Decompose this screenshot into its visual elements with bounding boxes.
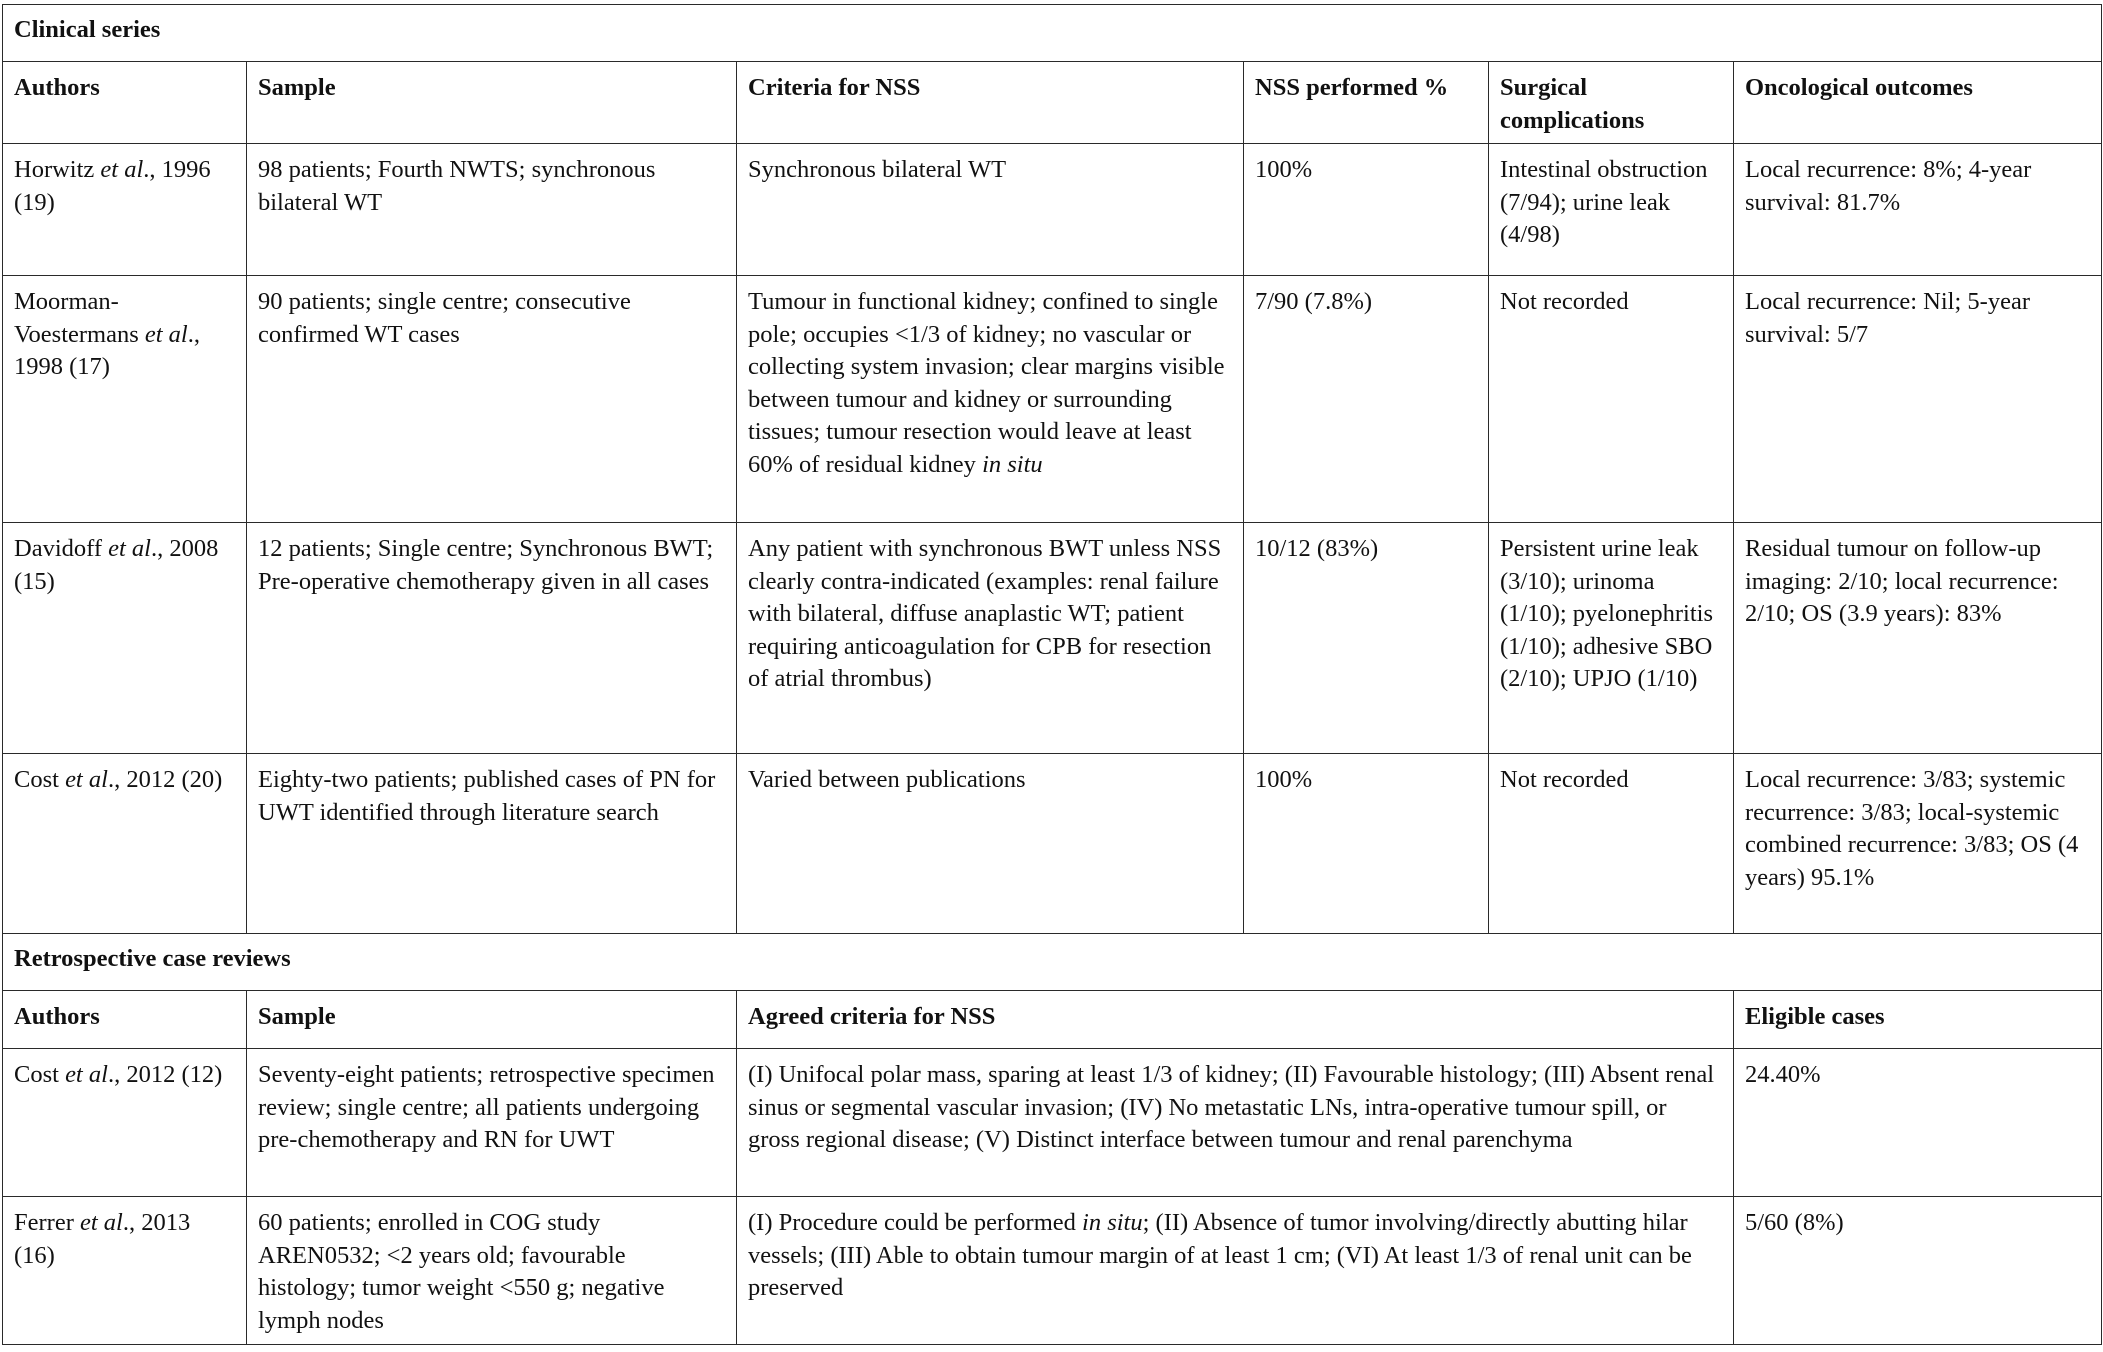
cell-outcomes: Local recurrence: 8%; 4-year survival: 81.7%	[1734, 144, 2102, 276]
author-name: Ferrer	[14, 1209, 74, 1236]
author-name: Cost	[14, 766, 59, 793]
et-al: et al	[108, 535, 151, 562]
table-row	[3, 1197, 2102, 1345]
author-name: Davidoff	[14, 535, 102, 562]
cell-sample: 90 patients; single centre; consecutive confirmed WT cases	[247, 276, 737, 523]
table-row	[3, 523, 2102, 754]
col-header-criteria: Criteria for NSS	[737, 62, 1244, 144]
criteria-text: (I) Procedure could be performed	[748, 1209, 1083, 1236]
cell-nss-performed: 100%	[1244, 754, 1489, 934]
cell-author	[3, 1049, 247, 1197]
cell-eligible-cases: 5/60 (8%)	[1734, 1197, 2102, 1345]
criteria-italic: in situ	[1082, 1209, 1143, 1236]
section-title-clinical: Clinical series	[3, 5, 2102, 62]
cell-outcomes: Local recurrence: 3/83; systemic recurrence: 3/83; local-systemic combined recurrence: 3/83; OS (4 years) 95.1%	[1734, 754, 2102, 934]
author-year-ref: ., 2012 (12)	[107, 1061, 223, 1088]
cell-criteria	[737, 144, 1244, 276]
et-al: et al	[65, 1061, 108, 1088]
criteria-text: Tumour in functional kidney; confined to single pole; occupies <1/3 of kidney; no vascular or collecting system invasion; clear margins visible between tumour and kidney or surrounding tissues; tumour resection would leave at least 60% of residual kidney	[748, 288, 1225, 478]
criteria-text: (I) Unifocal polar mass, sparing at least 1/3 of kidney; (II) Favourable histology; (III) Absent renal sinus or segmental vascular invasion; (IV) No metastatic LNs, intra-operative tumour spill, or gross regional disease; (V) Distinct interface between tumour and renal parenchyma	[748, 1061, 1715, 1153]
cell-author	[3, 144, 247, 276]
cell-criteria	[737, 523, 1244, 754]
criteria-italic: in situ	[982, 450, 1043, 478]
header-row-clinical	[3, 62, 2102, 144]
et-al: et al	[65, 766, 108, 793]
author-year-ref: ., 2012 (20)	[107, 766, 223, 793]
author-year-ref: ., 2008 (15)	[14, 535, 219, 595]
col-header-complications: Surgical complications	[1489, 62, 1734, 144]
table-row	[3, 1049, 2102, 1197]
col-header-sample: Sample	[247, 991, 737, 1049]
table-row	[3, 144, 2102, 276]
author-name: Horwitz	[14, 156, 95, 183]
cell-outcomes: Local recurrence: Nil; 5-year survival: 5/7	[1734, 276, 2102, 523]
criteria-text-cont: ; (II) Absence of tumor involving/directly abutting hilar vessels; (III) Able to obtain tumour margin of at least 1 cm; (VI) At least 1/3 of renal unit can be preserved	[748, 1209, 1692, 1301]
cell-complications: Intestinal obstruction (7/94); urine leak (4/98)	[1489, 144, 1734, 276]
cell-criteria	[737, 754, 1244, 934]
cell-agreed-criteria	[737, 1197, 1734, 1345]
nss-studies-table	[2, 4, 2102, 1345]
table-row	[3, 276, 2102, 523]
cell-author	[3, 523, 247, 754]
et-al: et al	[144, 320, 188, 348]
cell-sample: Eighty-two patients; published cases of PN for UWT identified through literature search	[247, 754, 737, 934]
cell-sample: Seventy-eight patients; retrospective specimen review; single centre; all patients undergoing pre-chemotherapy and RN for UWT	[247, 1049, 737, 1197]
cell-nss-performed: 100%	[1244, 144, 1489, 276]
cell-criteria	[737, 276, 1244, 523]
table-row	[3, 754, 2102, 934]
col-header-agreed-criteria: Agreed criteria for NSS	[737, 991, 1734, 1049]
criteria-text: Any patient with synchronous BWT unless NSS clearly contra-indicated (examples: renal failure with bilateral, diffuse anaplastic WT; patient requiring anticoagulation for CPB for resection of atrial thrombus)	[748, 535, 1222, 692]
cell-nss-performed: 7/90 (7.8%)	[1244, 276, 1489, 523]
col-header-nss-performed: NSS performed %	[1244, 62, 1489, 144]
cell-complications: Not recorded	[1489, 754, 1734, 934]
et-al: et al	[79, 1209, 123, 1236]
col-header-authors: Authors	[3, 991, 247, 1049]
cell-outcomes: Residual tumour on follow-up imaging: 2/10; local recurrence: 2/10; OS (3.9 years): 83%	[1734, 523, 2102, 754]
col-header-sample: Sample	[247, 62, 737, 144]
cell-agreed-criteria	[737, 1049, 1734, 1197]
author-year-ref: ., 1998 (17)	[14, 320, 200, 380]
cell-sample: 98 patients; Fourth NWTS; synchronous bilateral WT	[247, 144, 737, 276]
col-header-authors: Authors	[3, 62, 247, 144]
cell-sample: 12 patients; Single centre; Synchronous BWT; Pre-operative chemotherapy given in all cases	[247, 523, 737, 754]
et-al: et al	[100, 156, 144, 183]
author-year-ref: ., 1996 (19)	[14, 156, 211, 216]
cell-complications: Persistent urine leak (3/10); urinoma (1/10); pyelonephritis (1/10); adhesive SBO (2/10); UPJO (1/10)	[1489, 523, 1734, 754]
author-name: Moorman-Voestermans	[14, 288, 139, 348]
cell-eligible-cases: 24.40%	[1734, 1049, 2102, 1197]
col-header-outcomes: Oncological outcomes	[1734, 62, 2102, 144]
col-header-eligible-cases: Eligible cases	[1734, 991, 2102, 1049]
cell-author	[3, 276, 247, 523]
cell-sample: 60 patients; enrolled in COG study AREN0532; <2 years old; favourable histology; tumor weight <550 g; negative lymph nodes	[247, 1197, 737, 1345]
cell-author	[3, 754, 247, 934]
header-row-retrospective	[3, 991, 2102, 1049]
cell-author	[3, 1197, 247, 1345]
criteria-text: Varied between publications	[748, 766, 1026, 793]
cell-nss-performed: 10/12 (83%)	[1244, 523, 1489, 754]
section-title-retrospective: Retrospective case reviews	[3, 934, 2102, 991]
criteria-text: Synchronous bilateral WT	[748, 156, 1007, 183]
section-row-clinical	[3, 5, 2102, 62]
author-year-ref: ., 2013 (16)	[14, 1209, 191, 1269]
author-name: Cost	[14, 1061, 59, 1088]
cell-complications: Not recorded	[1489, 276, 1734, 523]
section-row-retrospective	[3, 934, 2102, 991]
